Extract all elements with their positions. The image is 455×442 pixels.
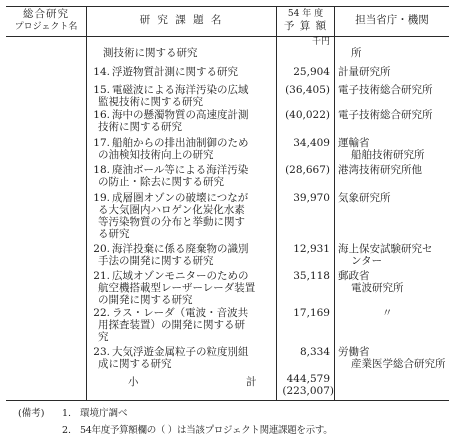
- header-project-name-line2: プロジェクト名: [14, 22, 78, 32]
- header-agency: 担当省庁・機関: [355, 14, 429, 26]
- row-4-title-line-1: 船舶からの排出油制御のため: [112, 137, 249, 149]
- row-10-title-line-2: 成に関する研究: [98, 358, 172, 370]
- budget-unit: 千円: [311, 37, 330, 47]
- row-9-agency-line-1: 〃: [382, 307, 393, 319]
- row-5-title-line-1: 廃油ボール等による海洋汚染: [112, 164, 249, 176]
- row-10-agency-line-1: 労働省: [338, 346, 370, 358]
- row-7-agency-line-1: 海上保安試験研究セ: [338, 243, 433, 255]
- row-7-title-line-2: 手法の開発に関する研究: [98, 255, 214, 267]
- subtotal-label-right: 計: [246, 376, 257, 388]
- row-4-agency-line-1: 運輸省: [338, 137, 370, 149]
- row-3-agency-line-1: 電子技術総合研究所: [338, 109, 433, 121]
- row-10-budget: 8,334: [299, 346, 330, 358]
- carry-row-agency: 所: [351, 47, 362, 59]
- row-6-title-line-3: 等汚染物質の分布と挙動に関す: [98, 216, 245, 228]
- row-3-budget: (40,022): [285, 109, 330, 121]
- row-8-title-line-2: 航空機搭載型レーザーレーダ装置: [98, 282, 256, 294]
- note-item-2-text: 54年度予算額欄の（ ）は当該プロジェクト関連課題を示す。: [80, 425, 333, 436]
- row-2-title-line-2: 監視技術に関する研究: [98, 96, 203, 108]
- row-4-agency-line-2: 船舶技術研究所: [351, 149, 425, 161]
- carry-row-title: 測技術に関する研究: [103, 47, 198, 59]
- row-6-agency-line-1: 気象研究所: [338, 192, 391, 204]
- row-7-agency-line-2: ンター: [351, 255, 383, 267]
- row-2-number: 15.: [93, 84, 110, 96]
- row-9-title-line-2: 用探査装置）の開発に関する研: [98, 319, 245, 331]
- row-6-title-line-2: る大気圏内ハロゲン化炭化水素: [98, 204, 245, 216]
- row-3-title-line-2: 技術に関する研究: [98, 121, 182, 133]
- row-2-agency-line-1: 電子技術総合研究所: [338, 84, 433, 96]
- row-6-title-line-1: 成層圏オゾンの破壊につなが: [112, 192, 249, 204]
- note-item-2-number: 2.: [62, 425, 72, 436]
- row-9-title-line-1: ラス・レーダ（電波・音波共: [112, 307, 249, 319]
- row-9-title-line-3: 究: [98, 331, 109, 343]
- row-2-budget: (36,405): [285, 84, 330, 96]
- row-2-title-line-1: 電磁波による海洋汚染の広域: [112, 84, 249, 96]
- row-10-number: 23.: [93, 346, 110, 358]
- row-8-budget: 35,118: [293, 270, 330, 282]
- note-item-1-number: 1.: [62, 408, 72, 419]
- table-bottom-border: [6, 400, 449, 401]
- notes-label: (備考): [18, 408, 45, 419]
- header-project-name: [6, 8, 86, 33]
- row-8-number: 21.: [93, 270, 110, 282]
- header-project-name-line1: 総合研究: [23, 8, 69, 20]
- subtotal-value: 444,579: [286, 373, 330, 385]
- header-budget: [277, 8, 334, 32]
- header-bottom-border: [6, 36, 449, 37]
- row-9-budget: 17,169: [293, 307, 330, 319]
- row-6-title-line-4: る研究: [98, 228, 130, 240]
- row-10-title-line-1: 大気浮遊金属粒子の粒度別組: [112, 346, 249, 358]
- research-table: [6, 6, 449, 401]
- row-5-budget: (28,667): [285, 164, 330, 176]
- row-3-title-line-1: 海中の懸濁物質の高速度計測: [112, 109, 249, 121]
- row-1-title-line-1: 浮遊物質計測に関する研究: [112, 66, 238, 78]
- col-divider-1: [86, 6, 87, 401]
- row-8-agency-line-1: 郵政省: [338, 270, 370, 282]
- row-10-agency-line-2: 産業医学総合研究所: [351, 358, 446, 370]
- row-3-number: 16.: [93, 109, 110, 121]
- row-7-number: 20.: [93, 243, 110, 255]
- row-5-number: 18.: [93, 164, 110, 176]
- note-item-1-text: 環境庁調べ: [80, 408, 128, 419]
- subtotal-label-left: 小: [128, 376, 139, 388]
- subtotal-value-paren: (223,007): [282, 385, 334, 397]
- row-7-title-line-1: 海洋投棄に係る廃棄物の識別: [112, 243, 249, 255]
- row-1-number: 14.: [93, 66, 110, 78]
- row-7-budget: 12,931: [293, 243, 330, 255]
- header-research-title: 研 究 課 題 名: [139, 14, 224, 26]
- row-6-budget: 39,970: [293, 192, 330, 204]
- row-5-title-line-2: の防止・除去に関する研究: [98, 176, 224, 188]
- row-1-budget: 25,904: [293, 66, 330, 78]
- row-6-number: 19.: [93, 192, 110, 204]
- header-budget-line2: 予 算 額: [283, 20, 328, 32]
- row-4-title-line-2: の油検知技術向上の研究: [98, 149, 214, 161]
- row-8-title-line-3: の開発に関する研究: [98, 294, 193, 306]
- row-5-agency-line-1: 港湾技術研究所他: [338, 164, 422, 176]
- row-4-budget: 34,409: [293, 137, 330, 149]
- table-top-border: [6, 6, 449, 7]
- header-budget-line1: 54 年 度: [287, 9, 324, 19]
- row-8-title-line-1: 広域オゾンモニターのための: [112, 270, 249, 282]
- col-divider-3: [334, 6, 335, 401]
- row-9-number: 22.: [93, 307, 110, 319]
- row-1-agency-line-1: 計量研究所: [338, 66, 391, 78]
- row-8-agency-line-2: 電波研究所: [351, 282, 404, 294]
- row-4-number: 17.: [93, 137, 110, 149]
